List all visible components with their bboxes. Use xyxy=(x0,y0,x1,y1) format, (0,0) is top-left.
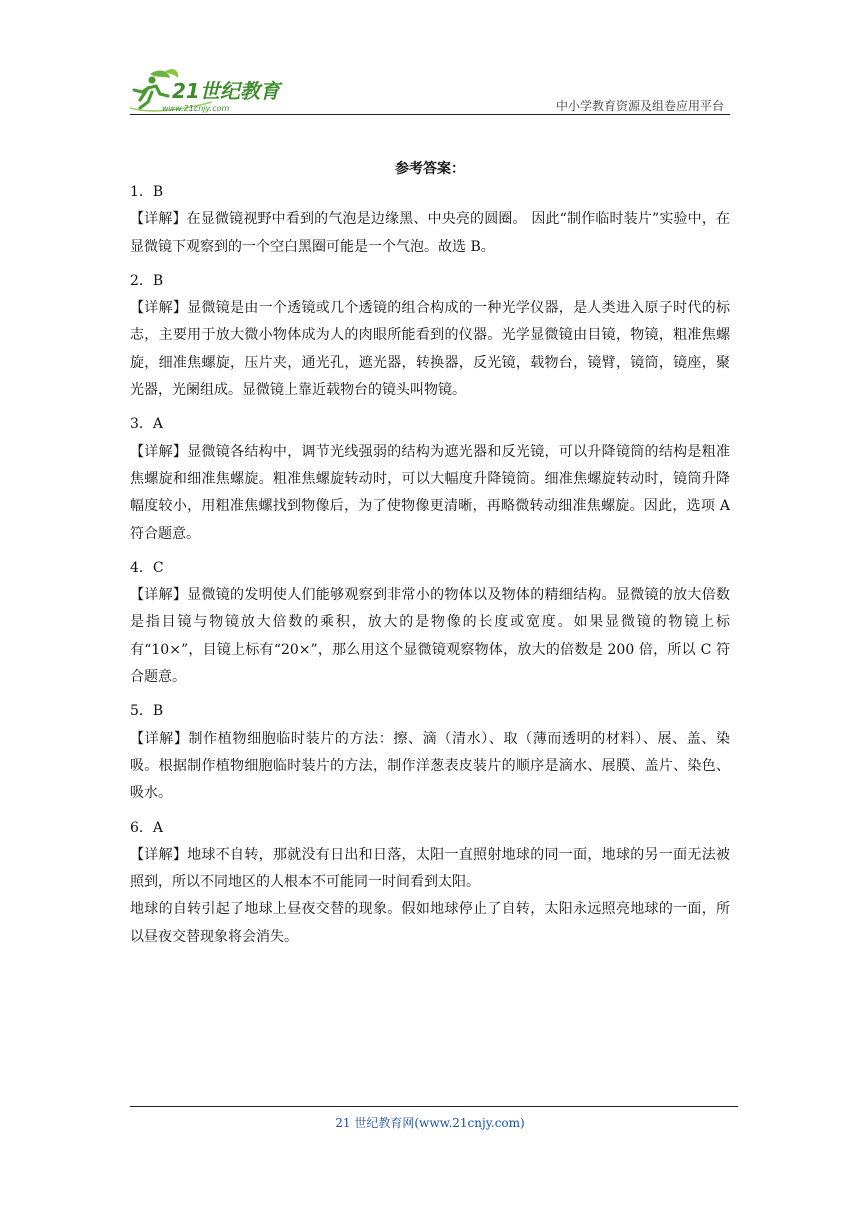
answer-explanation: 地球的自转引起了地球上昼夜交替的现象。假如地球停止了自转，太阳永远照亮地球的一面，所以昼夜交替现象将会消失。 xyxy=(130,901,730,945)
answer-explanation: 【详解】显微镜各结构中，调节光线强弱的结构为遮光器和反光镜，可以升降镜筒的结构是粗准焦螺旋和细准焦螺旋。粗准焦螺旋转动时，可以大幅度升降镜筒。细准焦螺旋转动时，镜筒升降幅度较小，用粗准焦螺找到物像后，为了使物像更清晰，再略微转动细准焦螺旋。因此，选项 A 符合题意。 xyxy=(130,443,730,542)
runner-logo-icon xyxy=(122,66,292,118)
answer-number: 2．B xyxy=(130,272,164,289)
answer-number: 6．A xyxy=(130,819,164,836)
answer-explanation: 【详解】地球不自转，那就没有日出和日落，太阳一直照射地球的同一面，地球的另一面无法被照到，所以不同地区的人根本不可能同一时间看到太阳。 xyxy=(130,846,730,891)
answer-explanation: 【详解】在显微镜视野中看到的气泡是边缘黑、中央亮的圆圈。 因此“制作临时装片”实验中，在显微镜下观察到的一个空白黑圈可能是一个气泡。故选 B。 xyxy=(130,211,730,255)
answer-explanation: 【详解】显微镜是由一个透镜或几个透镜的组合构成的一种光学仪器，是人类进入原子时代的标志，主要用于放大微小物体成为人的肉眼所能看到的仪器。光学显微镜由目镜，物镜，粗准焦螺旋，细准焦螺旋，压片夹，通光孔，遮光器，转换器，反光镜，载物台，镜臂，镜筒，镜座，聚光器，光阑组成。显微镜上靠近载物台的镜头叫物镜。 xyxy=(130,300,730,399)
site-logo xyxy=(122,66,292,118)
answer-number: 5．B xyxy=(130,703,164,720)
footer-link[interactable]: 21 世纪教育网(www.21cnjy.com) xyxy=(335,1116,525,1130)
answer-explanation: 【详解】制作植物细胞临时装片的方法：擦、滴（清水）、取（薄而透明的材料）、展、盖、染吸。根据制作植物细胞临时装片的方法，制作洋葱表皮装片的顺序是滴水、展膜、盖片、染色、吸水。 xyxy=(130,730,730,802)
answer-number: 3．A xyxy=(130,416,164,433)
platform-label: 中小学教育资源及组卷应用平台 xyxy=(555,99,724,113)
footer-divider xyxy=(130,1106,738,1107)
page-title: 参考答案： xyxy=(395,161,465,177)
logo-text: 21世纪教育 xyxy=(172,79,280,103)
answer-number: 4．C xyxy=(130,559,164,576)
answer-explanation: 【详解】显微镜的发明使人们能够观察到非常小的物体以及物体的精细结构。显微镜的放大倍数是指目镜与物镜放大倍数的乘积，放大的是物像的长度或宽度。如果显微镜的物镜上标有“10×”，目镜上标有“20×”，那么用这个显微镜观察物体，放大的倍数是 200 倍，所以 C 符合题意。 xyxy=(130,587,730,686)
logo-url: www.21cnjy.com xyxy=(162,104,230,113)
answer-number: 1．B xyxy=(130,184,164,200)
answer-list xyxy=(130,179,730,951)
header-divider xyxy=(130,114,730,115)
